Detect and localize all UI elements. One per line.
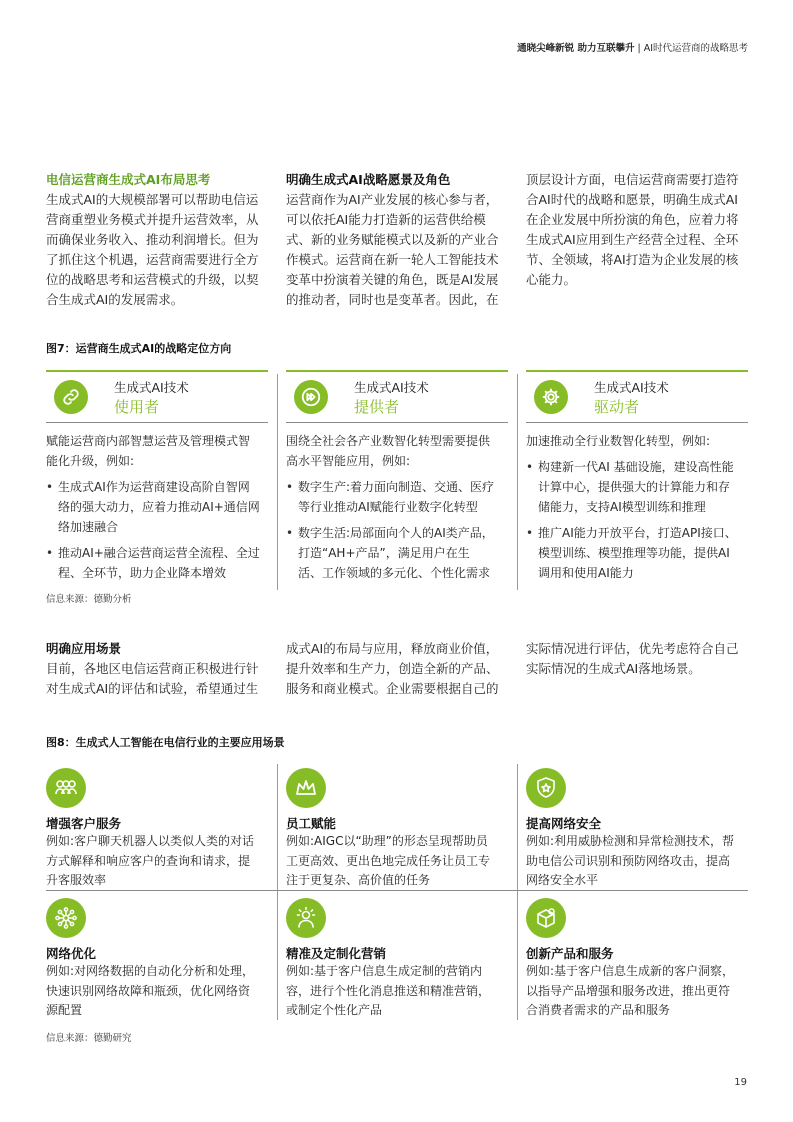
scenario-description (526, 962, 751, 1021)
scenario-network-optimization (46, 898, 271, 1021)
paragraph-line: 顶层设计方面，电信运营商需要打造符 (526, 172, 739, 187)
section-heading-scenarios: 明确应用场景 (46, 641, 122, 656)
description-line: 注于更复杂、高价值的任务 (286, 873, 431, 887)
fast-forward-icon (294, 380, 328, 414)
paragraph-line: 生成式AI应用到生产经营全过程、全环 (526, 232, 739, 247)
shield-icon (526, 768, 566, 808)
intro-column-3 (526, 170, 756, 290)
fig7-source: 信息来源：德勤分析 (46, 594, 132, 605)
scenario-title: 提高网络安全 (526, 816, 602, 831)
bullet-line: • 推动AI+融合运营商运营全流程、全过 (58, 546, 260, 560)
figure-7-title: 图7：运营商生成式AI的战略定位方向 (46, 342, 232, 355)
column-body (526, 431, 748, 583)
column-intro-line: 赋能运营商内部智慧运营及管理模式智 (46, 434, 251, 448)
scenario-description (46, 962, 271, 1021)
section-heading-vision: 明确生成式AI战略愿景及角色 (286, 172, 451, 187)
role-label-line1: 生成式AI技术 (114, 379, 189, 395)
role-label-line2: 驱动者 (594, 397, 640, 416)
fig7-column-user (46, 370, 268, 583)
paragraph-line: 变革中扮演着关键的角色，既是AI发展 (286, 272, 499, 287)
scenario-title: 员工赋能 (286, 816, 337, 831)
paragraph-line: 心能力。 (526, 272, 577, 287)
figure-8-title: 图8：生成式人工智能在电信行业的主要应用场景 (46, 736, 285, 749)
column-intro-line: 能化升级，例如: (46, 454, 135, 468)
bullet-line: 等行业推动AI赋能行业数字化转型 (298, 500, 478, 514)
paragraph-line: 作模式。运营商在新一轮人工智能技术 (286, 252, 499, 267)
paragraph-line: 目前，各地区电信运营商正积极进行针 (46, 661, 259, 676)
running-header (517, 40, 748, 54)
description-line: 升客服效率 (46, 873, 107, 887)
column-separator (277, 374, 278, 590)
role-label (114, 378, 189, 417)
link-icon (54, 380, 88, 414)
section-heading-layout: 电信运营商生成式AI布局思考 (46, 172, 211, 187)
paragraph-line: 节、全领域，将AI打造为企业发展的核 (526, 252, 739, 267)
scenario-description (526, 832, 751, 891)
description-line: 例如:利用威胁检测和异常检测技术，帮 (526, 834, 735, 848)
paragraph-line: 生成式AI的大规模部署可以帮助电信运 (46, 192, 259, 207)
scenario-precision-marketing (286, 898, 511, 1021)
scenario-innovative-products (526, 898, 751, 1021)
role-header (526, 372, 748, 422)
bullet-line: • 数字生活:局部面向个人的AI类产品， (298, 526, 494, 540)
scenario-description (286, 832, 511, 891)
page-number: 19 (734, 1077, 747, 1088)
paragraph-line: 合AI时代的战略和愿景，明确生成式AI (526, 192, 738, 207)
description-line: 快速识别网络故障和瓶颈，优化网络资 (46, 983, 251, 998)
middle-column-3 (526, 639, 756, 679)
people-icon (46, 768, 86, 808)
role-label (594, 378, 669, 417)
scenario-employee-empowerment (286, 768, 511, 891)
role-label-line1: 生成式AI技术 (594, 379, 669, 395)
bullet-line: 活、工作领域的多元化、个性化需求 (298, 566, 491, 580)
bullet-line: 络的强大动力，应着力推动AI+通信网 (58, 500, 260, 514)
bullet-item (526, 457, 748, 517)
network-icon (46, 898, 86, 938)
column-divider (46, 422, 268, 423)
bullet-line: • 数字生产:着力面向制造、交通、医疗 (298, 480, 495, 494)
header-title: 通晓尖峰新锐 助力互联攀升 (517, 43, 635, 54)
scenario-description (46, 832, 271, 891)
middle-column-2 (286, 639, 516, 699)
bullet-item (286, 523, 508, 583)
role-label-line2: 提供者 (354, 397, 400, 416)
column-divider (526, 422, 748, 423)
description-line: 例如:基于客户信息生成定制的营销内 (286, 964, 483, 978)
fig7-column-driver (526, 370, 748, 583)
column-intro-line: 加速推动全行业数智化转型，例如: (526, 434, 711, 448)
bullet-line: • 推广AI能力开放平台，打造API接口、 (538, 526, 737, 540)
bullet-line: 储能力，支持AI模型训练和推理 (538, 500, 706, 514)
paragraph-line: 成式AI的布局与应用，释放商业价值， (286, 641, 499, 656)
bullet-item (46, 477, 268, 537)
bullet-line: • 生成式AI作为运营商建设高阶自智网 (58, 480, 250, 494)
description-line: 例如:客户聊天机器人以类似人类的对话 (46, 834, 255, 848)
description-line: 方式解释和响应客户的查询和请求，提 (46, 853, 251, 868)
paragraph-line: 营商重塑业务模式并提升运营效率，从 (46, 212, 259, 227)
column-intro-line: 围绕全社会各产业数智化转型需要提供 (286, 434, 491, 448)
bullet-line: • 构建新一代AI 基础设施，建设高性能 (538, 460, 734, 474)
bullet-item (526, 523, 748, 583)
column-intro-line: 高水平智能应用，例如: (286, 454, 411, 468)
bullet-line: 络加速融合 (58, 520, 119, 534)
bullet-item (286, 477, 508, 517)
paragraph-line: 合生成式AI的发展需求。 (46, 292, 184, 307)
grid-separator-vertical (517, 764, 518, 1020)
bullet-item (46, 543, 268, 583)
fig8-source: 信息来源：德勤研究 (46, 1033, 132, 1044)
lightbulb-person-icon (286, 898, 326, 938)
paragraph-line: 服务和商业模式。企业需要根据自己的 (286, 681, 499, 696)
paragraph-line: 实际情况的生成式AI落地场景。 (526, 661, 701, 676)
bullet-line: 计算中心，提供强大的计算能力和存 (538, 480, 731, 494)
paragraph-line: 位的战略思考和运营模式的升级，以契 (46, 272, 259, 287)
paragraph-line: 提升效率和生产力，创造全新的产品、 (286, 661, 499, 676)
role-header (46, 372, 268, 422)
scenario-description (286, 962, 511, 1021)
paragraph-line: 实际情况进行评估，优先考虑符合自己 (526, 641, 739, 656)
description-line: 合消费者需求的产品和服务 (526, 1003, 671, 1017)
product-box-icon (526, 898, 566, 938)
role-label (354, 378, 429, 417)
column-divider (286, 422, 508, 423)
description-line: 例如:AIGC以“助理”的形态呈现帮助员 (286, 834, 488, 848)
bullet-line: 调用和使用AI能力 (538, 566, 634, 580)
description-line: 容，进行个性化消息推送和精准营销， (286, 983, 491, 998)
bullet-line: 程、全环节，助力企业降本增效 (58, 566, 227, 580)
paragraph-line: 的推动者，同时也是变革者。因此，在 (286, 292, 499, 307)
gear-icon (534, 380, 568, 414)
paragraph-line: 运营商作为AI产业发展的核心参与者， (286, 192, 499, 207)
role-label-line2: 使用者 (114, 397, 160, 416)
description-line: 例如:对网络数据的自动化分析和处理， (46, 964, 255, 978)
scenario-title: 精准及定制化营销 (286, 946, 387, 961)
paragraph-line: 而确保业务收入、推动利润增长。但为 (46, 232, 259, 247)
crown-icon (286, 768, 326, 808)
middle-column-1 (46, 639, 276, 699)
column-body (46, 431, 268, 583)
paragraph-line: 可以依托AI能力打造新的运营供给模 (286, 212, 486, 227)
description-line: 源配置 (46, 1003, 83, 1017)
paragraph-line: 在企业发展中所扮演的角色，应着力将 (526, 212, 739, 227)
description-line: 例如:基于客户信息生成新的客户洞察， (526, 964, 735, 978)
grid-separator-vertical (277, 764, 278, 1020)
bullet-line: 打造“AH+产品”，满足用户在生 (298, 546, 470, 560)
description-line: 网络安全水平 (526, 873, 599, 887)
description-line: 助电信公司识别和预防网络攻击，提高 (526, 853, 731, 868)
scenario-title: 网络优化 (46, 946, 97, 961)
scenario-title: 创新产品和服务 (526, 946, 614, 961)
scenario-customer-service (46, 768, 271, 891)
paragraph-line: 对生成式AI的评估和试验，希望通过生 (46, 681, 259, 696)
header-subtitle: | AI时代运营商的战略思考 (634, 43, 748, 54)
role-label-line1: 生成式AI技术 (354, 379, 429, 395)
description-line: 或制定个性化产品 (286, 1003, 383, 1017)
intro-column-1 (46, 170, 276, 310)
column-separator (517, 374, 518, 590)
fig7-column-provider (286, 370, 508, 583)
bullet-line: 模型训练、模型推理等功能，提供AI (538, 546, 730, 560)
description-line: 工更高效、更出色地完成任务让员工专 (286, 853, 491, 868)
paragraph-line: 了抓住这个机遇，运营商需要进行全方 (46, 252, 259, 267)
description-line: 以指导产品增强和服务改进，推出更符 (526, 983, 731, 998)
scenario-network-security (526, 768, 751, 891)
column-body (286, 431, 508, 583)
paragraph-line: 式、新的业务赋能模式以及新的产业合 (286, 232, 499, 247)
role-header (286, 372, 508, 422)
intro-column-2 (286, 170, 516, 310)
scenario-title: 增强客户服务 (46, 816, 122, 831)
